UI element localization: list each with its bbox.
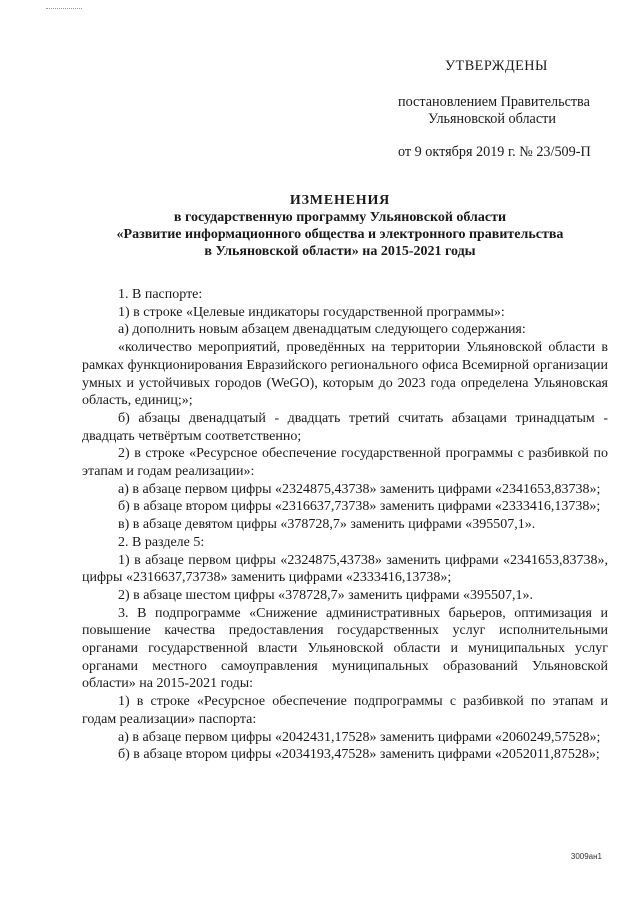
paragraph: 1) в абзаце первом цифры «2324875,43738» заменить цифрами «2341653,83738», цифры «2316637,73738» заменить цифрами «2333416,13738»; [82, 552, 608, 586]
approval-title: УТВЕРЖДЕНЫ [445, 58, 548, 74]
paragraph: б) в абзаце втором цифры «2316637,73738» заменить цифрами «2333416,13738»; [118, 499, 601, 515]
paragraph: «количество мероприятий, проведённых на территории Ульяновской области в рамках функционирования Евразийского регионального офиса Всемирной организации умных и устойчивых городов (WeGO), которым до 2023 года определена Ульяновская область, единиц;»; [82, 340, 608, 409]
paragraph: 1) в строке «Ресурсное обеспечение подпрограммы с разбивкой по этапам и годам реализации» паспорта: [82, 694, 608, 727]
paragraph: 2) в строке «Ресурсное обеспечение государственной программы с разбивкой по этапам и годам реализации»: [82, 446, 608, 480]
paragraph: б) абзацы двенадцатый - двадцать третий считать абзацами тринадцатым - двадцать четвёртым соответственно; [82, 410, 608, 444]
approval-by: постановлением Правительства [398, 94, 590, 110]
heading-line-2: в государственную программу Ульяновской области [173, 210, 507, 225]
paragraph: 1) в строке «Целевые индикаторы государственной программы»: [118, 304, 505, 320]
approval-block [0, 0, 640, 200]
paragraph: а) в абзаце первом цифры «2042431,17528» заменить цифрами «2060249,57528»; [118, 729, 601, 745]
paragraph: 1. В паспорте: [118, 287, 203, 302]
heading-title: ИЗМЕНЕНИЯ [289, 193, 391, 208]
approval-date: от 9 октября 2019 г. № 23/509-П [398, 144, 591, 160]
paragraph: б) в абзаце втором цифры «2034193,47528» заменить цифрами «2052011,87528»; [118, 747, 600, 763]
document-body [82, 286, 608, 764]
paragraph: 2. В разделе 5: [118, 534, 205, 550]
approval-region: Ульяновской области [428, 111, 556, 127]
footer-code: 3009ан1 [570, 852, 602, 861]
paragraph: а) дополнить новым абзацем двенадцатым следующего содержания: [118, 322, 526, 338]
heading-line-3: «Развитие информационного общества и электронного правительства [116, 227, 564, 242]
paragraph: в) в абзаце девятом цифры «378728,7» заменить цифрами «395507,1». [118, 517, 536, 533]
paragraph: 3. В подпрограмме «Снижение административных барьеров, оптимизация и повышение качества предоставления государственных услуг исполнительными органами государственной власти Ульяновской области и муниципальных услуг органами местного самоуправления муниципальных образований Ульяновской области» на 2015-2021 годы: [82, 605, 608, 692]
paragraph: 2) в абзаце шестом цифры «378728,7» заменить цифрами «395507,1». [118, 587, 534, 603]
paragraph: а) в абзаце первом цифры «2324875,43738» заменить цифрами «2341653,83738»; [118, 481, 601, 497]
document-heading [60, 192, 620, 260]
heading-line-4: в Ульяновской области» на 2015-2021 годы [204, 244, 476, 259]
